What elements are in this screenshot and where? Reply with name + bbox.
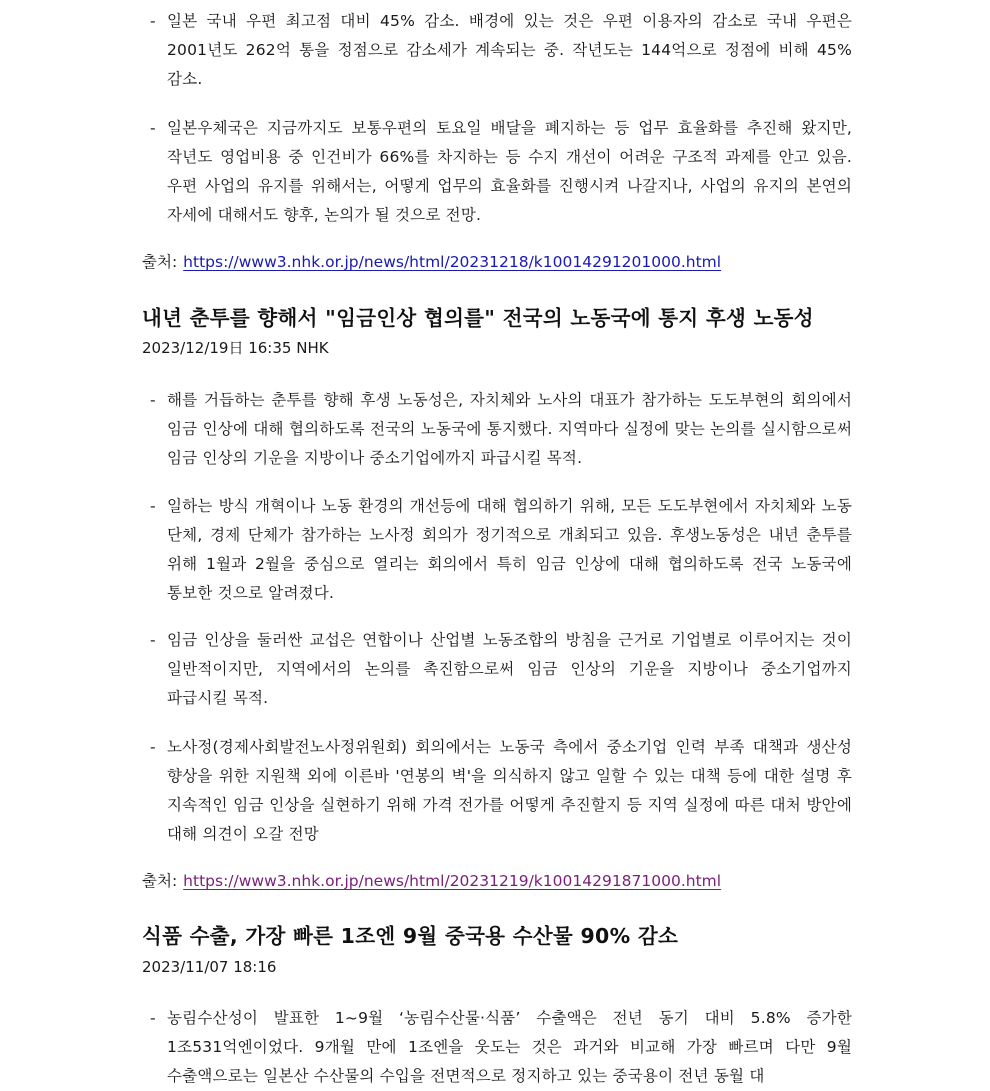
- article-title: 내년 춘투를 향해서 "임금인상 협의를" 전국의 노동국에 통지 후생 노동성: [142, 306, 814, 330]
- section-japan-post-item-2: [142, 114, 852, 230]
- bullet-dash: -: [150, 391, 156, 409]
- source-link[interactable]: https://www3.nhk.or.jp/news/html/20231219/k10014291871000.html: [183, 872, 722, 890]
- article-date: 2023/11/07 18:16: [142, 958, 277, 976]
- bullet-text: 일하는 방식 개혁이나 노동 환경의 개선등에 대해 협의하기 위해, 모든 도도부현에서 자치체와 노동 단체, 경제 단체가 참가하는 노사정 회의가 정기적으로 개최되고 있음. 후생노동성은 내년 춘투를 위해 1월과 2월을 중심으로 열리는 회의에서 특히 임금 인상에 대해 협의하도록 전국 노동국에 통보한 것으로 알려졌다.: [167, 497, 852, 602]
- source-label: 출처:: [142, 253, 178, 271]
- list-item: [142, 1004, 852, 1091]
- article-title: 식품 수출, 가장 빠른 1조엔 9월 중국용 수산물 90% 감소: [142, 924, 679, 948]
- article-bullets-2: [142, 492, 852, 608]
- bullet-dash: -: [150, 1009, 156, 1027]
- list-item: [142, 386, 852, 473]
- section-japan-post: [142, 7, 852, 94]
- source-line: [142, 867, 852, 896]
- list-item: [142, 492, 852, 608]
- source-label: 출처:: [142, 872, 178, 890]
- article-date: 2023/12/19日 16:35 NHK: [142, 339, 329, 357]
- bullet-text: 해를 거듭하는 춘투를 향해 후생 노동성은, 자치체와 노사의 대표가 참가하는 도도부현의 회의에서 임금 인상에 대해 협의하도록 전국의 노동국에 통지했다. 지역마다 실정에 맞는 논의를 실시함으로써 임금 인상의 기운을 지방이나 중소기업에까지 파급시킬 목적.: [167, 391, 852, 467]
- bullet-text: 임금 인상을 둘러싼 교섭은 연합이나 산업별 노동조합의 방침을 근거로 기업별로 이루어지는 것이 일반적이지만, 지역에서의 논의를 촉진함으로써 임금 인상의 기운을 지방이나 중소기업까지 파급시킬 목적.: [167, 631, 852, 707]
- article-bullets-4: [142, 733, 852, 849]
- article-bullets: [142, 386, 852, 473]
- bullet-text: 일본 국내 우편 최고점 대비 45% 감소. 배경에 있는 것은 우편 이용자의 감소로 국내 우편은 2001년도 262억 통을 정점으로 감소세가 계속되는 중. 작년도는 144억으로 정점에 비해 45% 감소.: [167, 12, 852, 88]
- bullet-dash: -: [150, 497, 156, 515]
- article-bullets-3: [142, 626, 852, 713]
- list-item: [142, 7, 852, 94]
- source-line: [142, 248, 852, 277]
- bullet-dash: -: [150, 631, 156, 649]
- list-item: [142, 733, 852, 849]
- bullet-text: 농림수산성이 발표한 1~9월 ‘농림수산물·식품’ 수출액은 전년 동기 대비 5.8% 증가한 1조531억엔이었다. 9개월 만에 1조엔을 웃도는 것은 과거와 비교해 가장 빠르며 다만 9월 수출액으로는 일본산 수산물의 수입을 전면적으로 정지하고 있는 중국용이 전년 동월 대: [167, 1009, 852, 1085]
- bullet-text: 노사정(경제사회발전노사정위원회) 회의에서는 노동국 측에서 중소기업 인력 부족 대책과 생산성 향상을 위한 지원책 외에 이른바 '연봉의 벽'을 의식하지 않고 일할 수 있는 대책 등에 대한 설명 후 지속적인 임금 인상을 실현하기 위해 가격 전가를 어떻게 추진할지 등 지역 실정에 따른 대처 방안에 대해 의견이 오갈 전망: [167, 738, 852, 843]
- list-item: [142, 114, 852, 230]
- list-item: [142, 626, 852, 713]
- bullet-dash: -: [150, 119, 156, 137]
- bullet-dash: -: [150, 738, 156, 756]
- bullet-dash: -: [150, 12, 156, 30]
- article-bullets: [142, 1004, 852, 1091]
- source-link[interactable]: https://www3.nhk.or.jp/news/html/20231218/k10014291201000.html: [183, 253, 722, 271]
- bullet-text: 일본우체국은 지금까지도 보통우편의 토요일 배달을 폐지하는 등 업무 효율화를 추진해 왔지만, 작년도 영업비용 중 인건비가 66%를 차지하는 등 수지 개선이 어려운 구조적 과제를 안고 있음. 우편 사업의 유지를 위해서는, 어떻게 업무의 효율화를 진행시켜 나갈지나, 사업의 유지의 본연의 자세에 대해서도 향후, 논의가 될 것으로 전망.: [167, 119, 852, 224]
